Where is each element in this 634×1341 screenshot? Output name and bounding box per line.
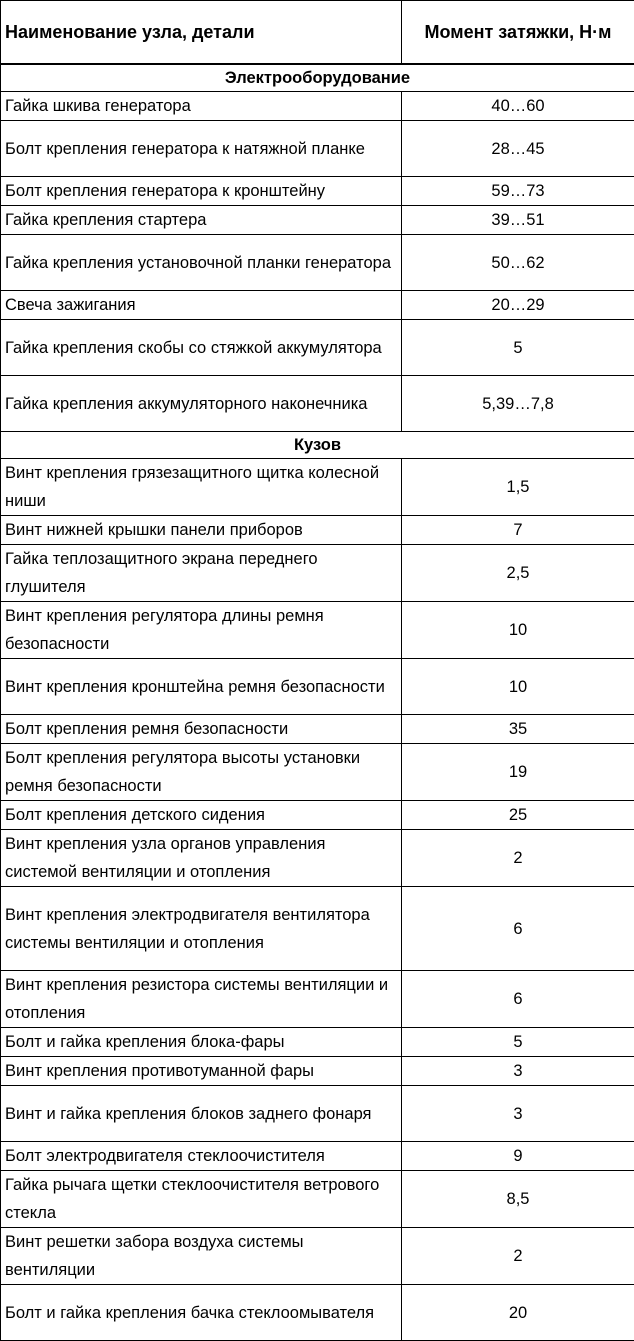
table-row — [1, 971, 634, 1028]
part-name: Винт крепления противотуманной фары — [1, 1057, 402, 1086]
part-name: Болт крепления ремня безопасности — [1, 715, 402, 744]
part-name: Винт крепления электродвигателя вентилятора системы вентиляции и отопления — [1, 887, 402, 971]
table-row — [1, 235, 634, 291]
torque-value: 2,5 — [402, 545, 634, 602]
part-name: Гайка крепления установочной планки генератора — [1, 235, 402, 291]
torque-value: 7 — [402, 516, 634, 545]
torque-value: 2 — [402, 830, 634, 887]
table-row — [1, 1057, 634, 1086]
torque-value: 6 — [402, 971, 634, 1028]
torque-value: 19 — [402, 744, 634, 801]
table-row — [1, 376, 634, 432]
table-row — [1, 291, 634, 320]
part-name: Винт крепления узла органов управления системой вентиляции и отопления — [1, 830, 402, 887]
table-row — [1, 92, 634, 121]
torque-value: 9 — [402, 1142, 634, 1171]
torque-value: 3 — [402, 1057, 634, 1086]
torque-value: 20…29 — [402, 291, 634, 320]
part-name: Гайка крепления аккумуляторного наконечника — [1, 376, 402, 432]
torque-value: 39…51 — [402, 206, 634, 235]
torque-value: 2 — [402, 1228, 634, 1285]
part-name: Винт крепления регулятора длины ремня безопасности — [1, 602, 402, 659]
torque-value: 50…62 — [402, 235, 634, 291]
table-row — [1, 459, 634, 516]
table-row — [1, 830, 634, 887]
table-row — [1, 177, 634, 206]
table-row — [1, 602, 634, 659]
part-name: Болт и гайка крепления бачка стеклоомывателя — [1, 1285, 402, 1341]
part-name: Гайка рычага щетки стеклоочистителя ветрового стекла — [1, 1171, 402, 1228]
part-name: Болт крепления регулятора высоты установки ремня безопасности — [1, 744, 402, 801]
column-header-name: Наименование узла, детали — [1, 1, 402, 65]
torque-value: 3 — [402, 1086, 634, 1142]
torque-value: 10 — [402, 602, 634, 659]
torque-value: 25 — [402, 801, 634, 830]
section-title: Электрооборудование — [1, 64, 634, 92]
table-row — [1, 121, 634, 177]
torque-value: 6 — [402, 887, 634, 971]
part-name: Свеча зажигания — [1, 291, 402, 320]
table-row — [1, 206, 634, 235]
table-row — [1, 320, 634, 376]
section-header-electrical — [1, 64, 634, 92]
table-row — [1, 744, 634, 801]
table-row — [1, 1086, 634, 1142]
part-name: Болт крепления генератора к кронштейну — [1, 177, 402, 206]
torque-value: 8,5 — [402, 1171, 634, 1228]
table-row — [1, 1228, 634, 1285]
part-name: Болт крепления детского сидения — [1, 801, 402, 830]
part-name: Винт и гайка крепления блоков заднего фонаря — [1, 1086, 402, 1142]
table-row — [1, 801, 634, 830]
part-name: Гайка крепления скобы со стяжкой аккумулятора — [1, 320, 402, 376]
torque-value: 20 — [402, 1285, 634, 1341]
table-row — [1, 1285, 634, 1341]
torque-value: 40…60 — [402, 92, 634, 121]
header-row — [1, 1, 634, 65]
part-name: Болт электродвигателя стеклоочистителя — [1, 1142, 402, 1171]
torque-value: 59…73 — [402, 177, 634, 206]
torque-value: 5 — [402, 1028, 634, 1057]
section-title: Кузов — [1, 432, 634, 459]
part-name: Болт крепления генератора к натяжной планке — [1, 121, 402, 177]
part-name: Винт крепления резистора системы вентиляции и отопления — [1, 971, 402, 1028]
part-name: Гайка крепления стартера — [1, 206, 402, 235]
torque-value: 10 — [402, 659, 634, 715]
torque-value: 1,5 — [402, 459, 634, 516]
part-name: Винт нижней крышки панели приборов — [1, 516, 402, 545]
torque-value: 28…45 — [402, 121, 634, 177]
column-header-torque: Момент затяжки, Н·м — [402, 1, 634, 65]
torque-value: 5 — [402, 320, 634, 376]
table-row — [1, 887, 634, 971]
table-row — [1, 1171, 634, 1228]
table-row — [1, 545, 634, 602]
section-header-body — [1, 432, 634, 459]
torque-value: 35 — [402, 715, 634, 744]
part-name: Винт крепления кронштейна ремня безопасности — [1, 659, 402, 715]
part-name: Гайка теплозащитного экрана переднего глушителя — [1, 545, 402, 602]
torque-value: 5,39…7,8 — [402, 376, 634, 432]
part-name: Винт решетки забора воздуха системы вентиляции — [1, 1228, 402, 1285]
table-row — [1, 1028, 634, 1057]
table-row — [1, 715, 634, 744]
table-row — [1, 516, 634, 545]
table-row — [1, 659, 634, 715]
part-name: Болт и гайка крепления блока-фары — [1, 1028, 402, 1057]
table-row — [1, 1142, 634, 1171]
part-name: Винт крепления грязезащитного щитка колесной ниши — [1, 459, 402, 516]
part-name: Гайка шкива генератора — [1, 92, 402, 121]
